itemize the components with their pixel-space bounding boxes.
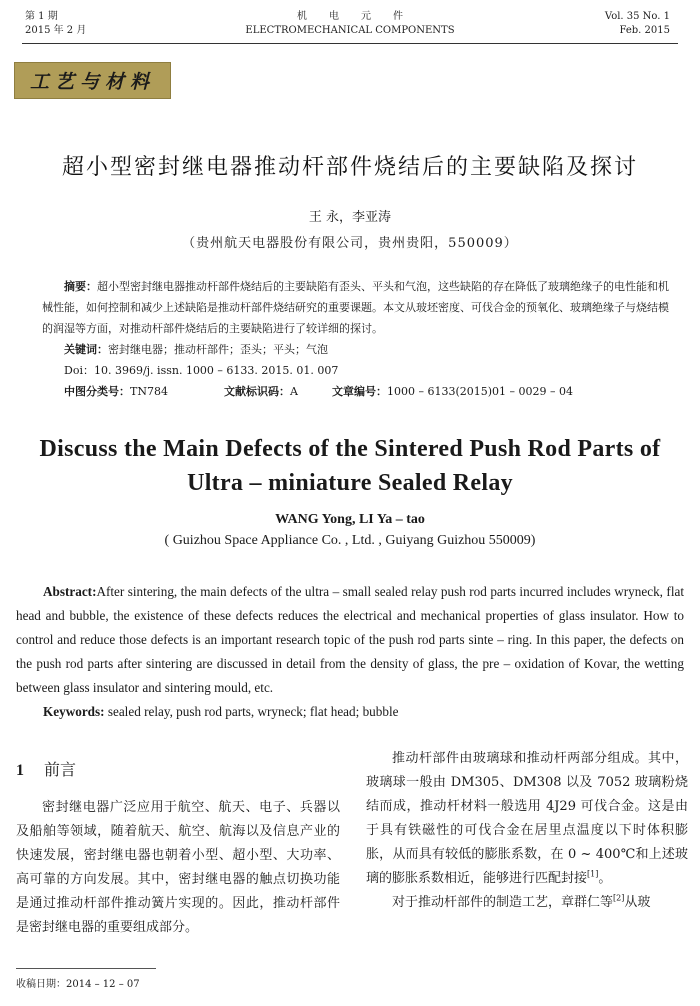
article-no-field xyxy=(332,381,573,402)
affiliation-cn: （贵州航天电器股份有限公司，贵州贵阳，550009） xyxy=(182,236,518,251)
footnote-rule xyxy=(16,968,156,969)
body-paragraph xyxy=(366,891,688,915)
journal-name-cn: 机电元件 xyxy=(297,11,425,22)
body-paragraph: 密封继电器广泛应用于航空、航天、电子、兵器以及船舶等领域，随着航天、航空、航海以及信息产业的快速发展，密封继电器也朝着小型、超小型、大功率、高可靠的方向发展。其中，密封继电器的触点切换功能是通过推动杆部件推动簧片实现的。因此，推动杆部件是密封继电器的重要组成部分。 xyxy=(16,800,340,935)
section-title: 前言 xyxy=(44,760,77,779)
keywords-cn-text: 密封继电器；推动杆部件；歪头；平头；气泡 xyxy=(108,343,328,356)
citation-ref[interactable]: [1] xyxy=(587,869,599,879)
abstract-cn-label: 摘要： xyxy=(64,280,97,293)
running-header-right xyxy=(605,10,670,38)
abstract-en-label: Abstract: xyxy=(43,584,97,599)
article-no-value: 1000 – 6133(2015)01 – 0029 – 04 xyxy=(387,385,574,398)
body-paragraph xyxy=(366,747,688,891)
section-heading xyxy=(16,758,340,783)
header-rule xyxy=(22,43,678,44)
keywords-en-text: sealed relay, push rod parts, wryneck; flat head; bubble xyxy=(107,704,399,719)
clc-field xyxy=(64,381,224,402)
doi-line: Doi：10. 3969/j. issn. 1000 – 6133. 2015. 01. 007 xyxy=(64,364,339,377)
authors-en: WANG Yong, LI Ya – tao xyxy=(275,512,425,527)
section-banner xyxy=(14,62,171,99)
paper-title-en-line1: Discuss the Main Defects of the Sintered Push Rod Parts of xyxy=(39,436,661,462)
doc-code-field xyxy=(224,381,332,402)
abstract-en-text: After sintering, the main defects of the ultra – small sealed relay push rod parts incurred includes wryneck, flat head and bubble, the existence of these defects reduces the electrical and mechanical properties of glass insulator. How to control and reduce those defects is an important research topic of the push rod parts sinte – ring. In this paper, the defects on the push rod parts after sintering are discussed in detail from the density of glass, the pre – oxidation of Kovar, the wetting between glass insulator and sintering mould, etc. xyxy=(16,584,684,695)
keywords-cn-label: 关键词： xyxy=(64,343,108,356)
paragraph-text: 对于推动杆部件的制造工艺，章群仁等 xyxy=(392,895,614,910)
body-column-left xyxy=(16,758,340,940)
article-no-label: 文章编号： xyxy=(332,385,387,398)
running-header-center xyxy=(0,10,700,38)
abstract-cn-block xyxy=(42,276,672,402)
paragraph-text-end: 从玻 xyxy=(624,895,651,910)
section-banner-label: 工艺与材料 xyxy=(29,71,155,93)
paragraph-text-end: 。 xyxy=(598,871,612,886)
abstract-cn-text: 超小型密封继电器推动杆部件烧结后的主要缺陷有歪头、平头和气泡，这些缺陷的存在降低了玻璃绝缘子的电性能和机械性能，如何控制和减少上述缺陷是推动杆部件烧结研究的重要课题。本文从玻坯密度、可伐合金的预氧化、玻璃绝缘子与烧结模的润湿等方面，对推动杆部件烧结后的主要缺陷进行了较详细的探讨。 xyxy=(42,280,669,335)
body-column-right xyxy=(366,747,688,915)
issue-date-en: Feb. 2015 xyxy=(619,25,670,36)
clc-value: TN784 xyxy=(130,385,168,398)
issue-number: 第 1 期 xyxy=(25,11,58,22)
affiliation-en: ( Guizhou Space Appliance Co. , Ltd. , Guiyang Guizhou 550009) xyxy=(164,533,536,548)
volume-number: Vol. 35 No. 1 xyxy=(604,11,670,22)
abstract-en-block xyxy=(16,580,684,724)
section-number: 1 xyxy=(16,762,24,779)
paragraph-text: 推动杆部件由玻璃球和推动杆两部分组成。其中，玻璃球一般由 DM305、DM308 以及 7052 玻璃粉烧结而成，推动杆材料一般选用 4J29 可伐合金。这是由于具有铁磁性的可伐合金在居里点温度以下时体积膨胀，从而具有较低的膨胀系数，在 0 ~ 400℃和上述玻璃的膨胀系数相近，能够进行匹配封接 xyxy=(366,751,688,886)
journal-name-en: ELECTROMECHANICAL COMPONENTS xyxy=(245,25,455,36)
paper-title-cn: 超小型密封继电器推动杆部件烧结后的主要缺陷及探讨 xyxy=(61,155,638,180)
doc-code-value: A xyxy=(290,385,298,398)
issue-date-cn: 2015 年 2 月 xyxy=(25,25,87,36)
keywords-en xyxy=(16,700,684,724)
clc-label: 中图分类号： xyxy=(64,385,130,398)
authors-cn: 王 永，李亚涛 xyxy=(308,210,392,225)
paper-title-en-line2: Ultra – miniature Sealed Relay xyxy=(187,470,513,496)
abstract-cn xyxy=(42,276,672,339)
citation-ref[interactable]: [2] xyxy=(613,893,625,903)
classification-line xyxy=(42,381,672,402)
received-date-footnote: 收稿日期：2014 – 12 – 07 xyxy=(16,979,140,990)
paper-title-en xyxy=(0,432,700,500)
keywords-en-label: Keywords: xyxy=(43,704,105,719)
doc-code-label: 文献标识码： xyxy=(224,385,290,398)
keywords-cn xyxy=(42,339,672,360)
abstract-en xyxy=(16,580,684,700)
